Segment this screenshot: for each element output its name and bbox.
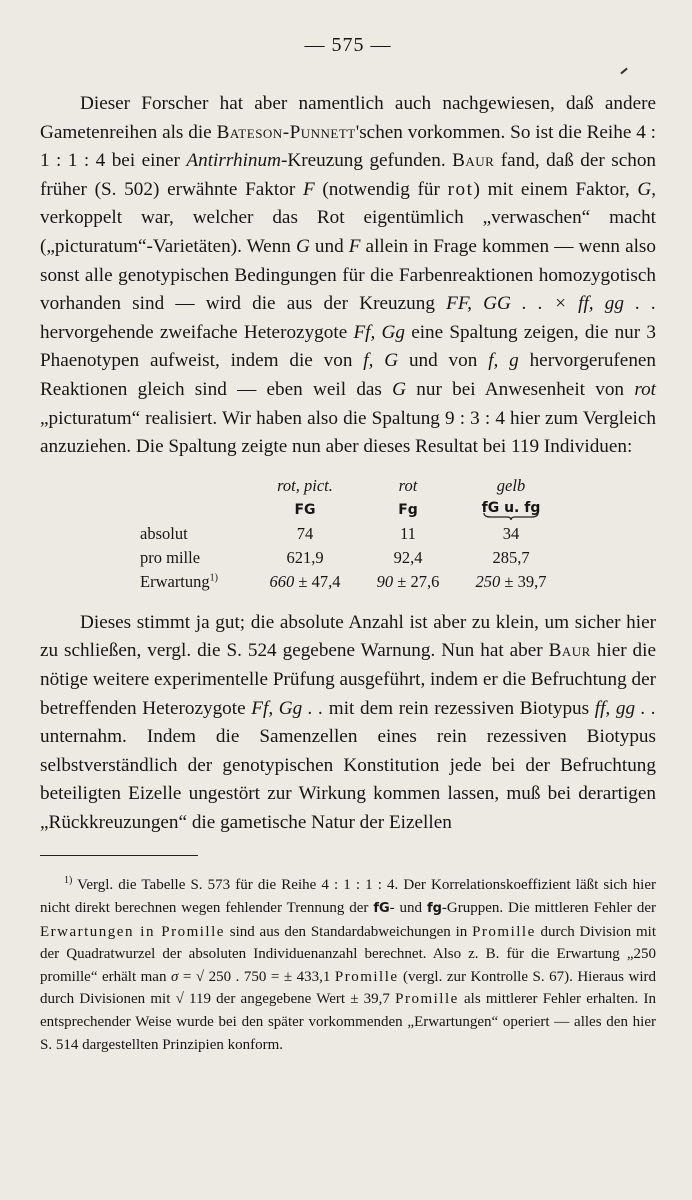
column-label: rot <box>398 475 418 495</box>
expected-value: 90 <box>376 571 394 591</box>
author-name: Baur <box>548 640 591 662</box>
text-run: und von <box>398 350 489 372</box>
factor-symbol: G <box>295 235 310 257</box>
table-cell <box>360 570 456 594</box>
author-name: Baur <box>452 150 495 172</box>
table-cell: 34 <box>502 523 520 543</box>
text-run: 'schen vorkommen. So ist die Reihe 4 : 1 : 1 : 4 bei einer <box>40 121 657 172</box>
spaced-word: Promille <box>472 923 536 940</box>
genotype-symbol: Ff, Gg . . <box>251 697 324 719</box>
bold-symbol: fG <box>373 901 390 917</box>
text-run: fand, daß der schon früher (S. 502) erwähnte Faktor <box>40 150 657 200</box>
text-run: nur bei Anwesenheit von <box>406 378 635 400</box>
text-run: Dieser Forscher hat aber namentlich auch nachgewiesen, daß andere Gametenreihen als die <box>40 93 656 143</box>
text-run: und <box>309 235 349 257</box>
row-label <box>140 570 250 594</box>
text-run: mit dem rein rezessiven Biotypus <box>323 697 595 719</box>
text-run: Dieses stimmt ja gut; die absolute Anzahl ist aber zu klein, um sicher hier zu schließen, vergl. die S. 524 gegebene Warnung. Nun hat aber <box>40 611 656 662</box>
text-run: ) mit einem Faktor, <box>473 178 638 200</box>
spaced-word: Promille <box>334 968 399 985</box>
error-value: ± 39,7 <box>500 571 547 591</box>
footnote-mark: 1) <box>209 572 218 584</box>
text-run: hier die nötige weitere experimentelle Prüfung ausgeführt, indem er die Befruchtung der betreffenden Heterozygote <box>40 640 656 719</box>
column-genotype-grouped <box>456 498 566 522</box>
table-cell: 11 <box>400 523 416 543</box>
column-label: rot, pict. <box>277 475 333 495</box>
footnote-divider <box>40 855 198 856</box>
row-label: pro mille <box>140 547 201 567</box>
column-genotype: fG u. fg <box>481 499 541 516</box>
error-value: ± 47,4 <box>294 571 341 591</box>
genotype-symbol: f, g <box>488 350 519 372</box>
author-name: Bateson-Punnett <box>216 121 356 143</box>
factor-symbol: F <box>302 178 315 200</box>
text-run: (vergl. zur Kontrolle S. 67). Hieraus wird durch Divisionen mit √ 119 der angegebene Wert ± 39,7 <box>40 968 657 1008</box>
spaced-word: rot <box>447 178 474 200</box>
factor-symbol: G <box>637 178 652 200</box>
cross-formula: FF, GG . . × ff, gg . . <box>446 293 656 315</box>
text-run: allein in Frage kommen — wenn also sonst alle genotypischen Bedingungen für die Farbenreaktionen homozygotisch vorhanden sind — wird die aus der Kreuzung <box>40 235 656 315</box>
table-cell: 92,4 <box>393 547 423 567</box>
table-cell <box>456 570 566 594</box>
text-run: = √ 250 . 750 = ± 433,1 <box>178 968 335 985</box>
sigma-symbol: σ <box>170 968 179 985</box>
row-label-text: Erwartung <box>140 571 210 591</box>
text-run: hervorgerufenen Reaktionen gleich sind — eben weil das <box>40 350 657 400</box>
expected-value: 250 <box>475 571 501 591</box>
genotype-symbol: f, G <box>363 350 399 372</box>
table-row-expectation <box>140 570 566 594</box>
spaced-word: Promille <box>395 991 459 1008</box>
row-label: absolut <box>140 523 188 543</box>
error-value: ± 27,6 <box>393 571 440 591</box>
text-run: - und <box>389 900 427 917</box>
text-run: , verkoppelt war, welcher das Rot eigentümlich „verwaschen“ macht („picturatum“-Varietäten). Wenn <box>40 178 656 257</box>
spaced-phrase: Erwartungen in Promille <box>40 923 225 940</box>
genotype-symbol: Ff, Gg <box>353 321 405 343</box>
table-cell: 74 <box>296 523 314 543</box>
table-header-bold <box>140 498 566 522</box>
text-run: als mittlerer Fehler erhalten. In entsprechender Weise wurde bei den später vorkommenden „Erwartungen“ operiert — alles den hier S. 514 dargestellten Prinzipien konform. <box>40 991 656 1053</box>
column-label: gelb <box>496 475 526 495</box>
text-run: „picturatum“ realisiert. Wir haben also die Spaltung 9 : 3 : 4 hier zum Vergleich anzuziehen. Die Spaltung zeigte nun aber dieses Resultat bei 119 Individuen: <box>40 407 656 458</box>
text-run: unternahm. Indem die Samenzellen eines rein rezessiven Biotypus selbstverständlich der genotypischen Konstitution jede bei der Befruchtung beteiligten Eizelle ungestört zur Wirkung kommen lassen, muß bei derartigen „Rückkreuzungen“ die gametische Natur der Eizellen <box>40 726 656 833</box>
table-cell: 621,9 <box>286 547 324 567</box>
table-row <box>140 546 566 570</box>
genus-name: Antirrhinum <box>186 150 281 172</box>
genotype-symbol: ff, gg . . <box>594 697 656 719</box>
factor-symbol: F <box>348 235 361 257</box>
column-genotype: FG <box>294 501 316 518</box>
footnote-text <box>40 870 656 1056</box>
text-run: (notwendig für <box>314 178 448 200</box>
table-header-italic <box>140 474 566 498</box>
footnote-mark: 1) <box>64 875 73 887</box>
table-cell: 285,7 <box>492 547 530 567</box>
factor-symbol: G <box>392 378 407 400</box>
text-run: -Gruppen. Die mittleren Fehler der <box>441 900 657 917</box>
bold-symbol: fg <box>426 901 442 917</box>
footnote <box>40 870 656 1056</box>
page-number: — 575 — <box>304 34 392 56</box>
stray-mark <box>620 68 627 75</box>
text-run: Vergl. die Tabelle S. 573 für die Reihe 4 : 1 : 1 : 4. Der Korrelationskoeffizient läßt sich hier nicht direkt berechnen wegen fehlender Trennung der <box>40 877 656 917</box>
results-table <box>140 474 566 594</box>
table-cell <box>250 570 360 594</box>
paragraph-2 <box>40 609 656 838</box>
text-run: durch Division mit der Quadratwurzel der absoluten Individuenanzahl berechnet. Also z. B. für die Erwartung „250 promille“ erhält man <box>40 923 656 985</box>
expected-value: 660 <box>269 571 295 591</box>
paragraph-1 <box>40 90 656 462</box>
table-row <box>140 522 566 546</box>
column-genotype: Fg <box>398 501 418 518</box>
text-run: eine Spaltung zeigen, die nur 3 Phaenotypen aufweist, indem die von <box>40 321 656 372</box>
italic-word: rot <box>634 378 656 400</box>
text-run: hervorgehende zweifache Heterozygote <box>40 321 354 343</box>
text-run: -Kreuzung gefunden. <box>280 150 453 172</box>
text-run: sind aus den Standardabweichungen in <box>224 923 473 940</box>
main-text <box>40 90 656 837</box>
